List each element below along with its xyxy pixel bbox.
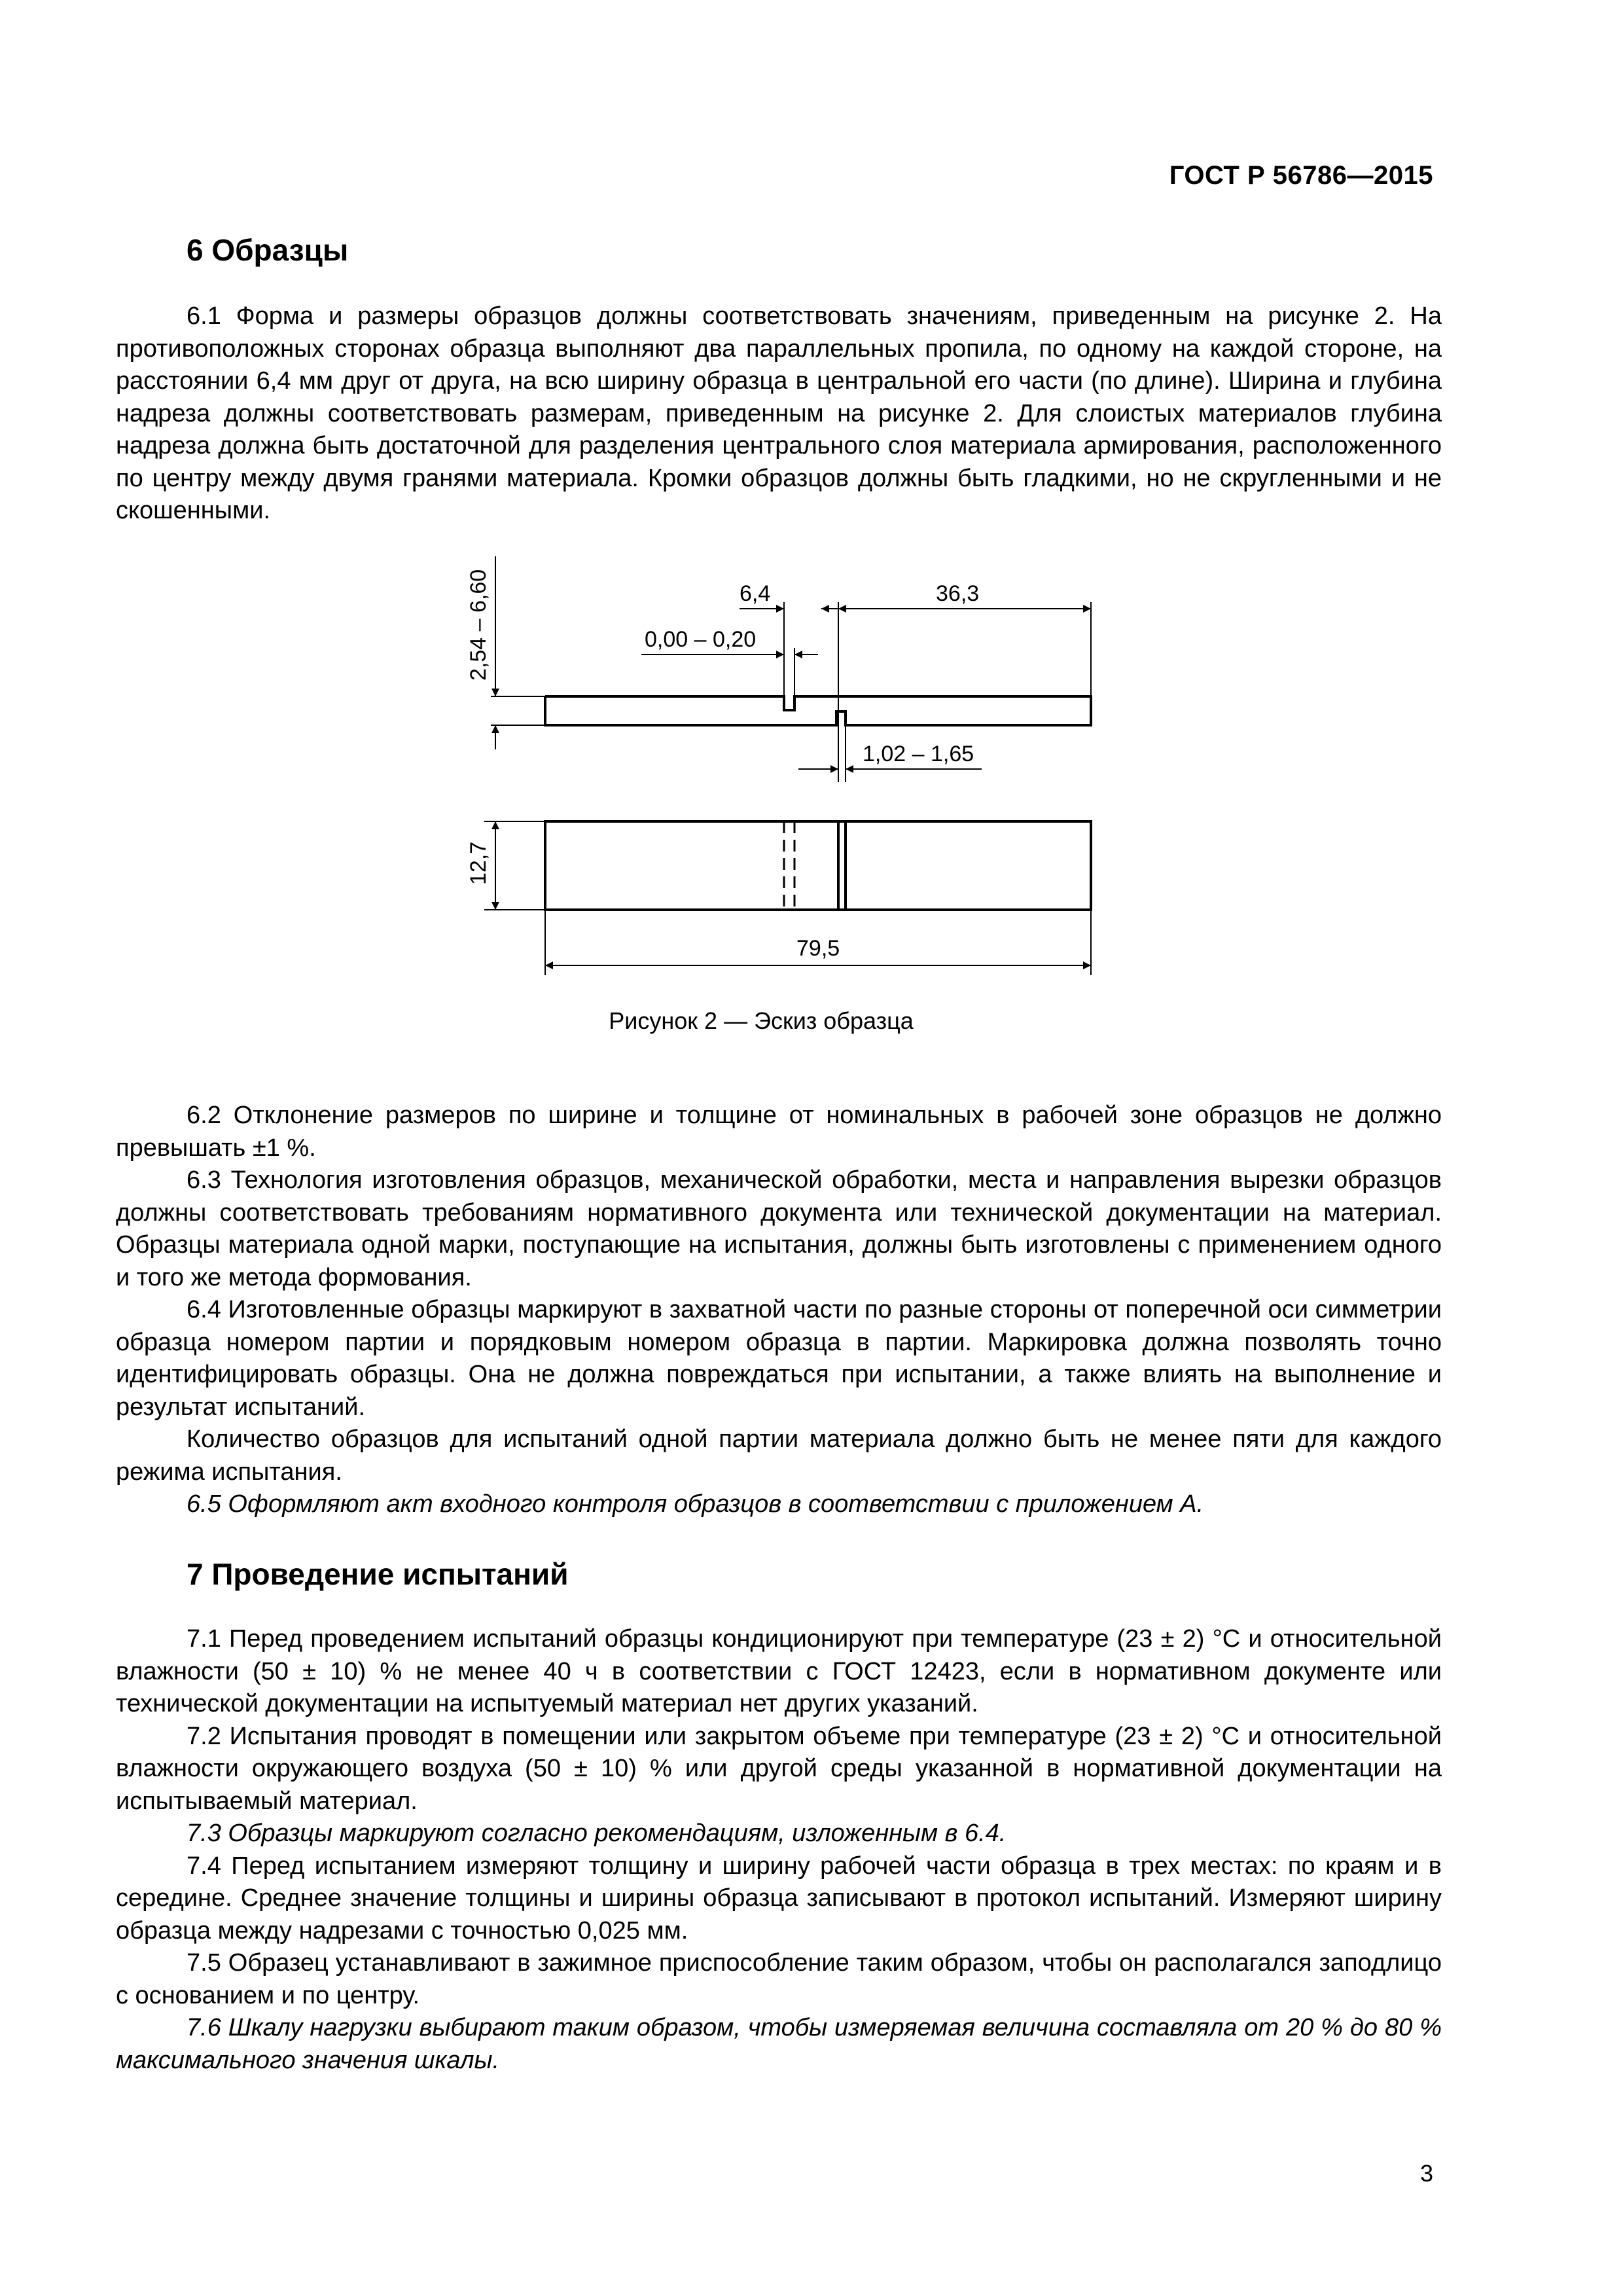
specimen-side-view [545, 696, 1091, 725]
figure-caption: Рисунок 2 — Эскиз образца [609, 1007, 914, 1034]
document-number: ГОСТ Р 56786—2015 [1169, 161, 1433, 190]
paragraph-6-4-count: Количество образцов для испытаний одной партии материала должно быть не менее пяти для каждого режима испытания. [116, 1426, 1442, 1486]
side-view-outline [545, 696, 1091, 725]
paragraph-6-2: 6.2 Отклонение размеров по ширине и толщине от номинальных в рабочей зоне образцов не должно превышать ±1 %. [116, 1102, 1442, 1162]
paragraph-6-4: 6.4 Изготовленные образцы маркируют в захватной части по разные стороны от поперечной оси симметрии образца номером партии и порядковым номером образца в партии. Маркировка должна позволять точно идентифицировать образцы. Она не должна повреждаться при испытании, а также влиять на выполнение и результат испытаний. [116, 1296, 1442, 1421]
page-number: 3 [1419, 2160, 1433, 2187]
paragraph-6-5: 6.5 Оформляют акт входного контроля образцов в соответствии с приложением А. [187, 1490, 1204, 1518]
section-6-heading: 6 Образцы [187, 233, 349, 267]
dim-right-length-label: 36,3 [936, 581, 980, 606]
dim-slot-width-label: 1,02 – 1,65 [863, 742, 974, 766]
dim-total-length-label: 79,5 [796, 936, 840, 961]
paragraph-6-1: 6.1 Форма и размеры образцов должны соответствовать значениям, приведенным на рисунке 2. На противоположных сторонах образца выполняют два параллельных пропила, по одному на каждой стороне, на расстоянии 6,4 мм друг от друга, на всю ширину образца в центральной его части (по длине). Ширина и глубина надреза должны соответствовать размерам, приведенным на рисунке 2. Для слоистых материалов глубина надреза должна быть достаточной для разделения центрального слоя материала армирования, расположенного по центру между двумя гранями материала. Кромки образцов должны быть гладкими, но не скругленными и не скошенными. [116, 302, 1442, 524]
section-7-body [116, 1623, 1442, 2077]
top-view-outline [545, 821, 1091, 910]
dim-spacing-label: 6,4 [740, 581, 771, 606]
paragraph-6-3: 6.3 Технология изготовления образцов, механической обработки, места и направления вырезки образцов должны соответствовать требованиям нормативного документа или технической документации на материал. Образцы материала одной марки, поступающие на испытания, должны быть изготовлены с применением одного и того же метода формования. [116, 1166, 1442, 1291]
dim-tolerance-label: 0,00 – 0,20 [645, 627, 757, 652]
paragraph-7-2: 7.2 Испытания проводят в помещении или закрытом объеме при температуре (23 ± 2) °С и относительной влажности окружающего воздуха (50 ± 10) % или другой среды указанной в нормативной документации на испытываемый материал. [116, 1722, 1442, 1815]
paragraph-7-1: 7.1 Перед проведением испытаний образцы кондиционируют при температуре (23 ± 2) °С и относительной влажности (50 ± 10) % не менее 40 ч в соответствии с ГОСТ 12423, если в нормативном документе или технической документации на испытуемый материал нет других указаний. [116, 1625, 1442, 1717]
section-6-body [116, 1100, 1442, 1521]
paragraph-7-5: 7.5 Образец устанавливают в зажимное приспособление таким образом, чтобы он располагался заподлицо с основанием и по центру. [116, 1949, 1442, 2009]
paragraph-7-6: 7.6 Шкалу нагрузки выбирают таким образом, чтобы измеряемая величина составляла от 20 % до 80 % максимального значения шкалы. [116, 2014, 1442, 2074]
dim-depth-label: 2,54 – 6,60 [466, 569, 491, 681]
paragraph-7-4: 7.4 Перед испытанием измеряют толщину и ширину рабочей части образца в трех местах: по краям и в середине. Среднее значение толщины и ширины образца записывают в протокол испытаний. Измеряют ширину образца между надрезами с точностью 0,025 мм. [116, 1852, 1442, 1945]
section-7-heading: 7 Проведение испытаний [187, 1557, 569, 1591]
dim-width-label: 12,7 [466, 841, 491, 885]
paragraph-7-3: 7.3 Образцы маркируют согласно рекомендациям, изложенным в 6.4. [187, 1820, 1007, 1847]
